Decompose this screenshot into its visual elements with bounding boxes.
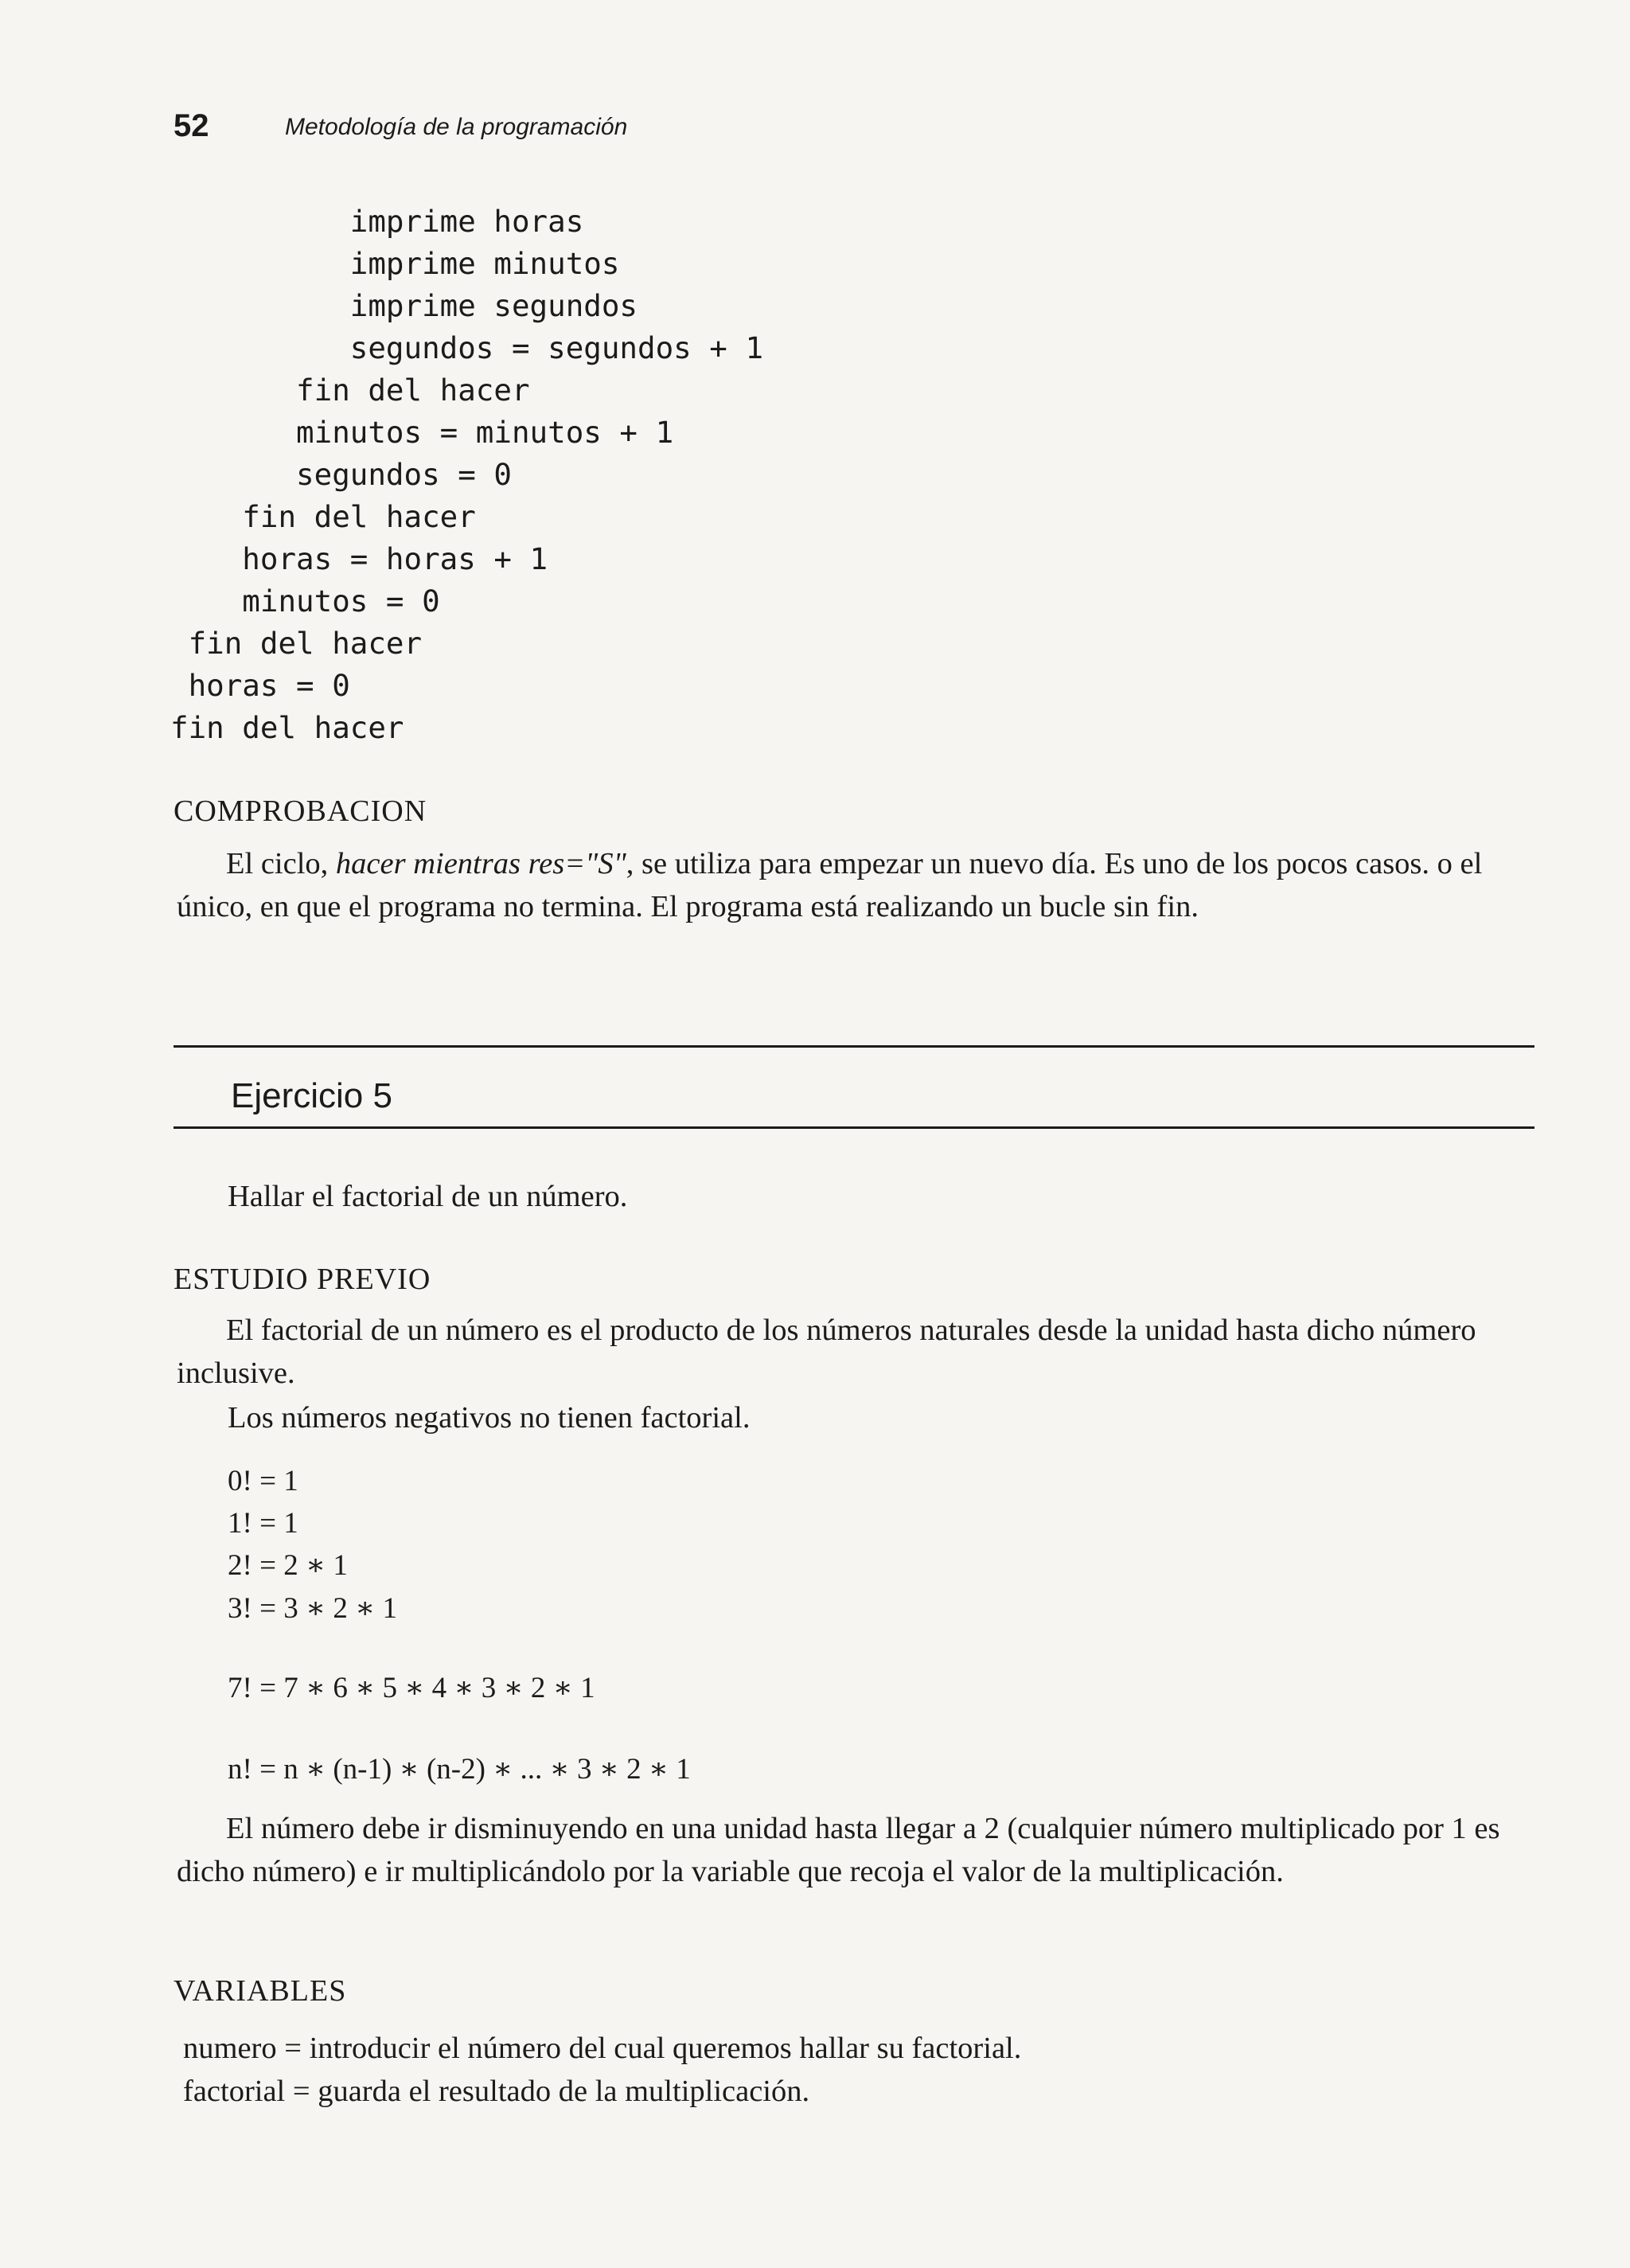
code-line: imprime minutos: [170, 246, 620, 281]
code-line: imprime horas: [170, 204, 584, 239]
formula-line: 0! = 1: [228, 1465, 298, 1497]
page-number: 52: [174, 108, 209, 143]
comprobacion-heading: COMPROBACION: [174, 794, 427, 828]
code-line: segundos = segundos + 1: [170, 330, 764, 365]
estudio-previo-heading: ESTUDIO PREVIO: [174, 1263, 431, 1296]
exercise-bottom-rule: [174, 1126, 1534, 1129]
variables-heading: VARIABLES: [174, 1974, 347, 2008]
estudio-paragraph-1-text: El factorial de un número es el producto de los números naturales desde la unidad hasta dicho número inclusive.: [177, 1314, 1476, 1390]
estudio-paragraph-2: Los números negativos no tienen factorial.: [228, 1401, 751, 1435]
variable-definition: numero = introducir el número del cual queremos hallar su factorial.: [183, 2032, 1022, 2065]
estudio-paragraph-3: [177, 1807, 1538, 1893]
exercise-statement: Hallar el factorial de un número.: [228, 1180, 628, 1213]
formula-line: n! = n ∗ (n-1) ∗ (n-2) ∗ ... ∗ 3 ∗ 2 ∗ 1: [228, 1753, 691, 1786]
code-line: fin del hacer: [170, 373, 530, 408]
estudio-paragraph-3-text: El número debe ir disminuyendo en una unidad hasta llegar a 2 (cualquier número multiplicado por 1 es dicho número) e ir multiplicándolo por la variable que recoja el valor de la multiplicación.: [177, 1812, 1500, 1888]
code-line: minutos = minutos + 1: [170, 415, 674, 450]
estudio-paragraph-1: [177, 1309, 1538, 1395]
code-line: fin del hacer: [170, 626, 423, 661]
code-line: imprime segundos: [170, 288, 638, 323]
code-line: horas = 0: [170, 668, 350, 703]
pseudocode-block: [170, 201, 763, 749]
comprobacion-italic-term: hacer mientras res="S": [335, 847, 626, 880]
formula-line: 1! = 1: [228, 1507, 298, 1540]
comprobacion-text-end: , se utiliza para empezar un nuevo día. Es uno de los pocos casos. o el único, en que el programa no termina. El programa está realizando un bucle sin fin.: [177, 847, 1483, 923]
comprobacion-paragraph: [177, 842, 1538, 928]
code-line: horas = horas + 1: [170, 541, 548, 576]
code-line: minutos = 0: [170, 584, 440, 619]
formula-line: 2! = 2 ∗ 1: [228, 1549, 348, 1582]
formula-line: 7! = 7 ∗ 6 ∗ 5 ∗ 4 ∗ 3 ∗ 2 ∗ 1: [228, 1672, 595, 1704]
exercise-title: Ejercicio 5: [231, 1076, 392, 1115]
comprobacion-text-start: El ciclo,: [226, 847, 336, 880]
code-line: fin del hacer: [170, 499, 476, 534]
exercise-top-rule: [174, 1045, 1534, 1048]
running-title: Metodología de la programación: [285, 114, 628, 140]
code-line: segundos = 0: [170, 457, 512, 492]
code-line: fin del hacer: [170, 710, 404, 745]
formula-line: 3! = 3 ∗ 2 ∗ 1: [228, 1592, 397, 1625]
variable-definition: factorial = guarda el resultado de la multiplicación.: [183, 2075, 810, 2108]
